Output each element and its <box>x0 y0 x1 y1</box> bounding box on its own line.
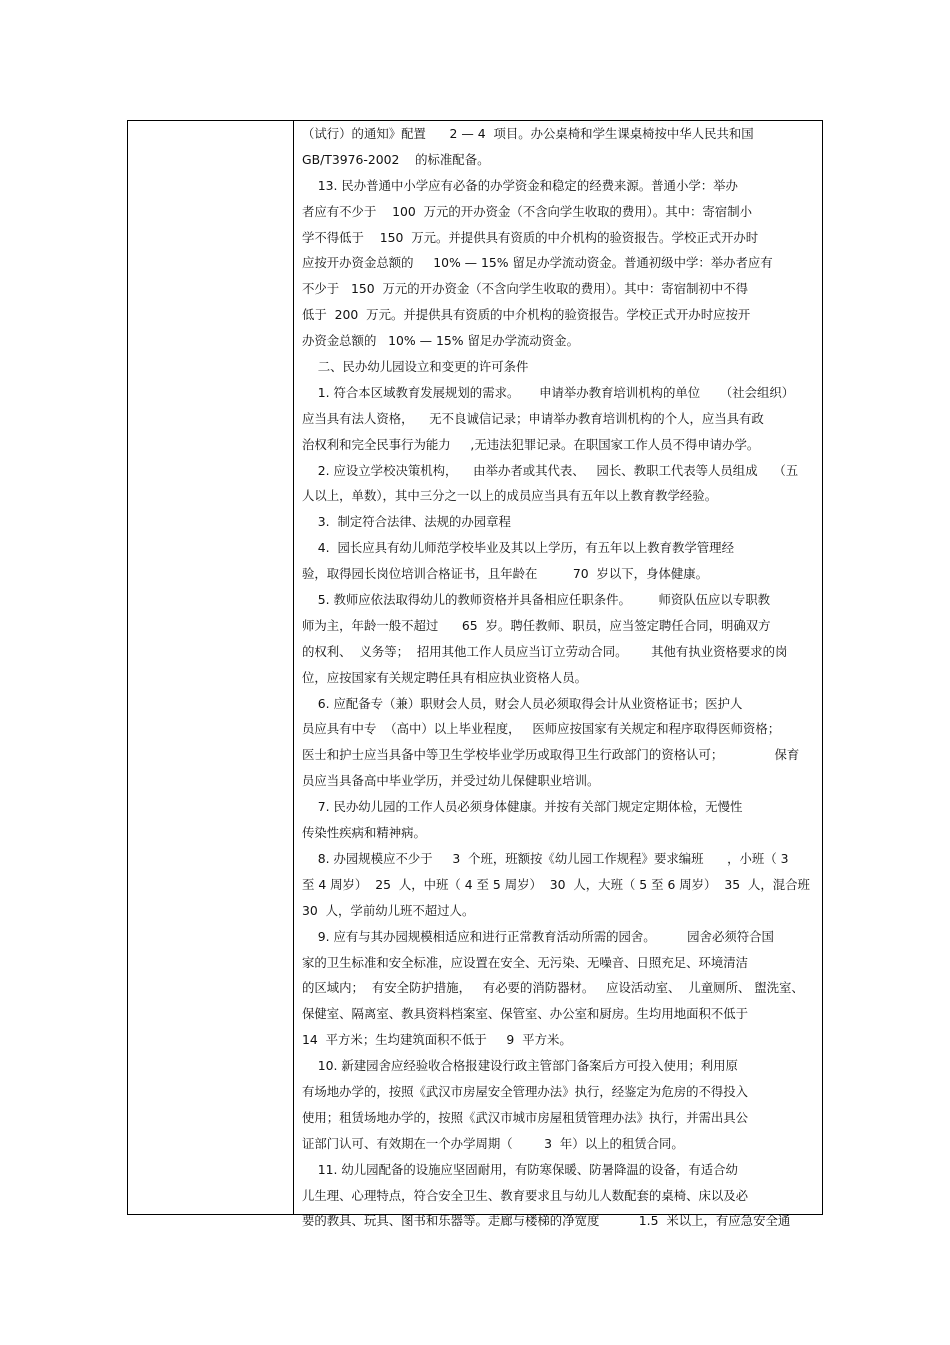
text-line: 治权利和完全民事行为能力 ,无违法犯罪记录。在职国家工作人员不得申请办学。 <box>302 436 760 452</box>
text-line: 使用；租赁场地办学的，按照《武汉市城市房屋租赁管理办法》执行，并需出具公 <box>302 1109 749 1125</box>
text-line: 员应具有中专 （高中）以上毕业程度， 医师应按国家有关规定和程序取得医师资格； <box>302 721 781 737</box>
text-line: 至 4 周岁） 25 人，中班（ 4 至 5 周岁） 30 人，大班（ 5 至 6 周岁） 35 人，混合班 <box>302 876 810 892</box>
text-line: 9. 应有与其办园规模相适应和进行正常教育活动所需的园舍。 园舍必须符合国 <box>302 928 774 944</box>
text-line: 11. 幼儿园配备的设施应坚固耐用，有防寒保暖、防暑降温的设备，有适合幼 <box>302 1161 738 1177</box>
text-line: 10. 新建园舍应经验收合格报建设行政主管部门备案后方可投入使用；利用原 <box>302 1058 738 1074</box>
text-line: 员应当具备高中毕业学历，并受过幼儿保健职业培训。 <box>302 773 600 789</box>
text-line: 6. 应配备专（兼）职财会人员，财会人员必须取得会计从业资格证书；医护人 <box>302 695 743 711</box>
text-line: 儿生理、心理特点，符合安全卫生、教育要求且与幼儿人数配套的桌椅、床以及必 <box>302 1187 749 1203</box>
text-line: 验，取得园长岗位培训合格证书，且年龄在 70 岁以下，身体健康。 <box>302 566 709 582</box>
text-line: GB/T3976-2002 的标准配备。 <box>302 151 490 167</box>
text-line: 师为主，年龄一般不超过 65 岁。聘任教师、职员，应当签定聘任合同，明确双方 <box>302 617 771 633</box>
text-line: 低于 200 万元。并提供具有资质的中介机构的验资报告。学校正式开办时应按开 <box>302 307 751 323</box>
text-line: 学不得低于 150 万元。并提供具有资质的中介机构的验资报告。学校正式开办时 <box>302 229 759 245</box>
text-line: 办资金总额的 10% — 15% 留足办学流动资金。 <box>302 333 579 349</box>
text-line: 30 人，学前幼儿班不超过人。 <box>302 902 475 918</box>
text-line: 者应有不少于 100 万元的开办资金（不含向学生收取的费用）。其中：寄宿制小 <box>302 203 752 219</box>
text-line: 7. 民办幼儿园的工作人员必须身体健康。并按有关部门规定定期体检，无慢性 <box>302 799 743 815</box>
text-line: 医士和护士应当具备中等卫生学校毕业学历或取得卫生行政部门的资格认可； 保育 <box>302 747 800 763</box>
document-body <box>302 121 820 1234</box>
text-line: 人以上，单数），其中三分之一以上的成员应当具有五年以上教育教学经验。 <box>302 488 718 504</box>
text-line: 2. 应设立学校决策机构， 由举办者或其代表、 园长、教职工代表等人员组成 （五 <box>302 462 799 478</box>
text-line: 3. 制定符合法律、法规的办园章程 <box>302 514 511 530</box>
text-line: 保健室、隔离室、教具资料档案室、保管室、办公室和厨房。生均用地面积不低于 <box>302 1006 749 1022</box>
text-line: 要的教具、玩具、图书和乐器等。走廊与楼梯的净宽度 1.5 米以上，有应急安全通 <box>302 1213 791 1229</box>
text-line: 1. 符合本区域教育发展规划的需求。 申请举办教育培训机构的单位 （社会组织） <box>302 384 795 400</box>
text-line: 有场地办学的，按照《武汉市房屋安全管理办法》执行，经鉴定为危房的不得投入 <box>302 1083 749 1099</box>
text-line: 8. 办园规模应不少于 3 个班，班额按《幼儿园工作规程》要求编班 ，小班（ 3 <box>302 850 789 866</box>
column-divider <box>293 120 294 1215</box>
text-line: 证部门认可、有效期在一个办学周期（ 3 年）以上的租赁合同。 <box>302 1135 684 1151</box>
text-line: 的权利、 义务等； 招用其他工作人员应当订立劳动合同。 其他有执业资格要求的岗 <box>302 643 788 659</box>
text-line: 5. 教师应依法取得幼儿的教师资格并具备相应任职条件。 师资队伍应以专职教 <box>302 592 770 608</box>
text-line: 14 平方米；生均建筑面积不低于 9 平方米。 <box>302 1032 572 1048</box>
text-line: 不少于 150 万元的开办资金（不含向学生收取的费用）。其中：寄宿制初中不得 <box>302 281 749 297</box>
text-line: 传染性疾病和精神病。 <box>302 825 426 841</box>
text-line: 应当具有法人资格， 无不良诚信记录；申请举办教育培训机构的个人，应当具有政 <box>302 410 764 426</box>
text-line: 4. 园长应具有幼儿师范学校毕业及其以上学历，有五年以上教育教学管理经 <box>302 540 734 556</box>
text-line: 13. 民办普通中小学应有必备的办学资金和稳定的经费来源。普通小学：举办 <box>302 177 738 193</box>
text-line: 家的卫生标准和安全标准，应设置在安全、无污染、无噪音、日照充足、环境清洁 <box>302 954 749 970</box>
text-line: 的区域内； 有安全防护措施， 有必要的消防器材。 应设活动室、 儿童厕所、 盥洗室、 <box>302 980 804 996</box>
text-line: 应按开办资金总额的 10% — 15% 留足办学流动资金。普通初级中学：举办者应有 <box>302 255 773 271</box>
text-line: 位，应按国家有关规定聘任具有相应执业资格人员。 <box>302 669 587 685</box>
section-heading: 二、民办幼儿园设立和变更的许可条件 <box>302 359 529 375</box>
text-line: （试行）的通知》配置 2 — 4 项目。办公桌椅和学生课桌椅按中华人民共和国 <box>302 126 754 141</box>
